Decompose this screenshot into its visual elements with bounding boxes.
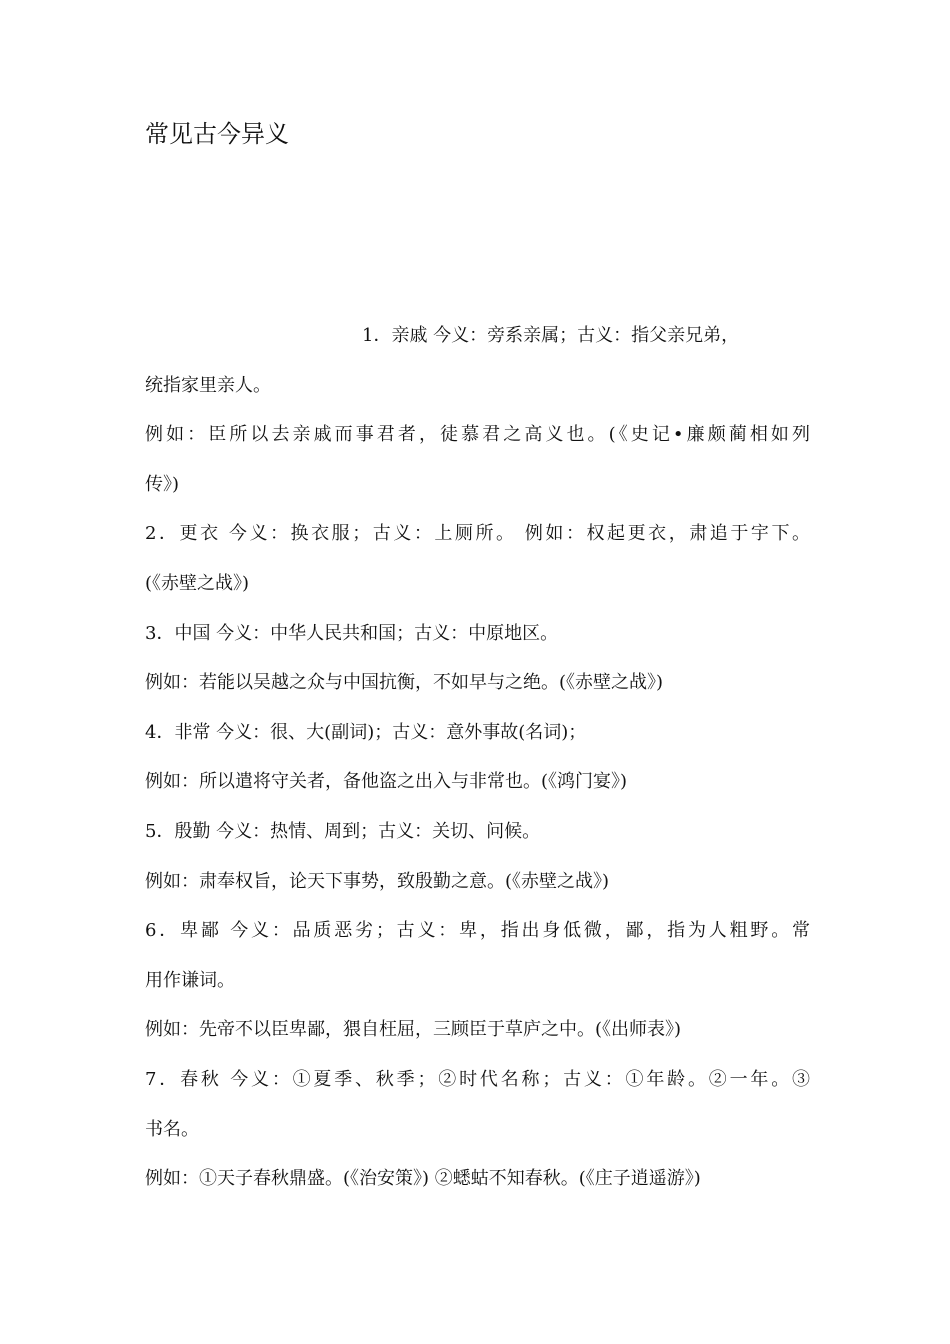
document-body [145,321,810,1214]
entry-4-example: 例如：所以遣将守关者，备他盗之出入与非常也。(《鸿门宴》) [145,771,628,793]
entry-5-example: 例如：肃奉权旨，论天下事势，致殷勤之意。(《赤壁之战》) [145,870,610,892]
entry-1-heading: 1．亲戚 今义：旁系亲属；古义：指父亲兄弟， [362,325,740,346]
entry-5-heading: 5．殷勤 今义：热情、周到；古义：关切、问候。 [145,820,541,842]
entry-7-heading: 7．春秋 今义：①夏季、秋季；②时代名称；古义：①年龄。②一年。③ [145,1068,810,1090]
entry-6-heading-continued: 用作谦词。 [145,969,235,991]
entry-1-heading-continued: 统指家里亲人。 [145,374,271,396]
entry-7-example: 例如：①天子春秋鼎盛。(《治安策》) ②蟋蛄不知春秋。(《庄子逍遥游》) [145,1168,701,1190]
document-title: 常见古今异义 [145,120,289,148]
entry-2-heading: 2．更衣 今义：换衣服；古义：上厕所。 例如：权起更衣，肃追于宇下。 [145,523,810,545]
entry-6-example: 例如：先帝不以臣卑鄙，猥自枉屈，三顾臣于草庐之中。(《出师表》) [145,1019,682,1041]
entry-3-example: 例如：若能以吴越之众与中国抗衡，不如早与之绝。(《赤壁之战》) [145,672,664,694]
entry-1-example: 例如：臣所以去亲戚而事君者，徒慕君之高义也。(《史记•廉颇蔺相如列 [145,424,810,446]
entry-1-example-continued: 传》) [145,473,180,495]
entry-4-heading: 4．非常 今义：很、大(副词)；古义：意外事故(名词)； [145,721,587,743]
entry-2-source: (《赤壁之战》) [145,572,250,594]
entry-7-heading-continued: 书名。 [145,1118,199,1140]
entry-3-heading: 3．中国 今义：中华人民共和国；古义：中原地区。 [145,622,559,644]
entry-6-heading: 6．卑鄙 今义：品质恶劣；古义：卑，指出身低微，鄙，指为人粗野。常 [145,920,810,942]
